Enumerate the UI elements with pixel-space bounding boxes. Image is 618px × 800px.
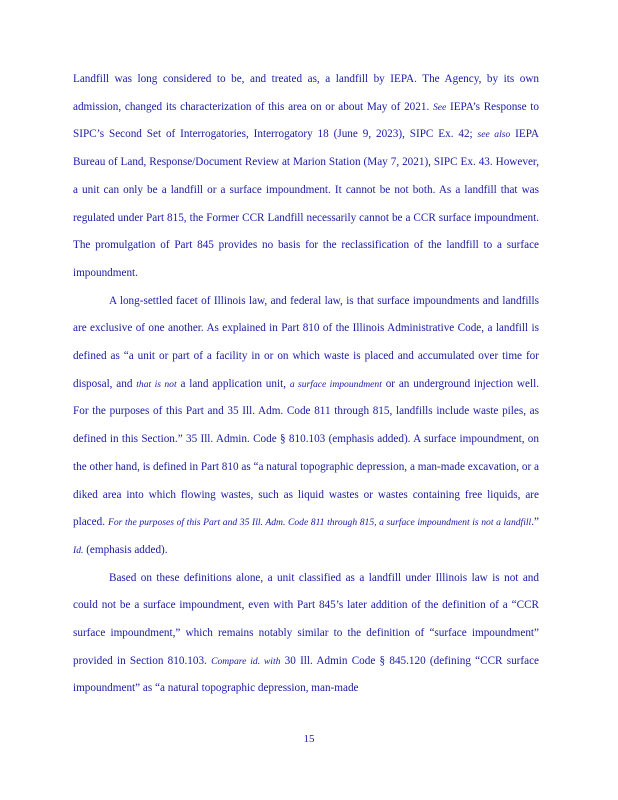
italic-text-segment: that is not — [136, 378, 177, 390]
italic-text-segment: see also — [477, 129, 511, 141]
text-segment: .” — [531, 516, 539, 529]
italic-text-segment: Compare id. with — [211, 655, 281, 667]
text-segment: a land application unit, — [176, 377, 290, 390]
text-segment: Based on these definitions alone, a unit classified as a landfill under Illinois law is not and could not be a surface impoundment, even with Part 845’s later addition of the definition of a “CCR surface impoundment,” which remains notably similar to the definition of “surface impoundment” provided in Section 810.103. — [73, 571, 539, 667]
page-number: 15 — [303, 733, 315, 745]
text-segment: A long-settled facet of Illinois law, and federal law, is that surface impoundments and landfills are exclusive of one another. As explained in Part 810 of the Illinois Administrative Code, a landfill is defined as “a unit or part of a facility in or on which waste is placed and accumulated over time for disposal, and — [73, 294, 539, 390]
italic-text-segment: For the purposes of this Part and 35 Ill. Adm. Code 811 through 815, a surface impoundment is not a landfill — [108, 517, 532, 529]
italic-text-segment: See — [432, 101, 447, 113]
text-segment: IEPA Bureau of Land, Response/Document Review at Marion Station (May 7, 2021), SIPC Ex. 43. However, a unit can only be a landfill or a surface impoundment. It cannot be not both. As a landfill that was regulated under Part 815, the Former CCR Landfill necessarily cannot be a CCR surface impoundment. The promulgation of Part 845 provides no basis for the reclassification of the landfill to a surface impoundment. — [73, 128, 539, 279]
italic-text-segment: Id. — [73, 544, 84, 556]
text-segment: Landfill was long considered to be, and treated as, a landfill by IEPA. The Agency, by its own admission, changed its characterization of this area on or about May of 2021. — [73, 73, 539, 113]
text-segment: 30 Ill. Admin Code § 845.120 (defining “CCR surface impoundment” as “a natural topographic depression, man-made — [73, 654, 540, 695]
text-segment: or an underground injection well. For the purposes of this Part and 35 Ill. Adm. Code 811 through 815, landfills include waste piles, as defined in this Section.” 35 Ill. Admin. Code § 810.103 (emphasis added). A surface impoundment, on the other hand, is defined in Part 810 as “a natural topographic depression, a man-made excavation, or a diked area into which flowing wastes, such as liquid wastes or wastes containing free liquids, are placed. — [73, 377, 539, 529]
paragraph-2 — [73, 288, 539, 565]
body-text — [73, 66, 539, 703]
text-segment: IEPA’s Response to SIPC’s Second Set of Interrogatories, Interrogatory 18 (June 9, 2023), SIPC Ex. 42; — [73, 100, 540, 141]
italic-text-segment: a surface impoundment — [289, 378, 382, 390]
text-segment: (emphasis added). — [83, 543, 168, 556]
paragraph-3 — [73, 565, 539, 704]
paragraph-1 — [73, 66, 539, 288]
